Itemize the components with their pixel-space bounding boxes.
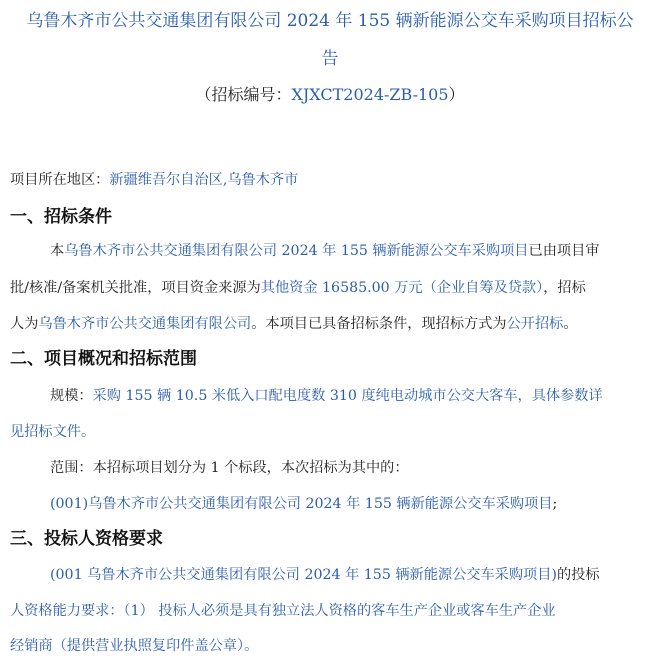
funding-source: 其他资金 16585.00 万元（企业自筹及贷款） bbox=[260, 280, 544, 296]
scale-label: 规模： bbox=[50, 388, 93, 404]
tender-number: XJXCT2024-ZB-105 bbox=[291, 85, 449, 104]
project-name: 乌鲁木齐市公共交通集团有限公司 2024 年 155 辆新能源公交车采购项目 bbox=[64, 243, 529, 259]
lot-name: (001)乌鲁木齐市公共交通集团有限公司 2024 年 155 辆新能源公交车采购项目 bbox=[50, 496, 553, 512]
tender-number-close: ） bbox=[448, 85, 465, 104]
section-1-line-3 bbox=[10, 314, 578, 334]
section-3-line-1 bbox=[50, 565, 600, 585]
tender-number-label: （招标编号： bbox=[195, 85, 292, 104]
tender-method: 公开招标 bbox=[506, 316, 564, 332]
scale-line-2: 见招标文件。 bbox=[10, 424, 96, 440]
text-fragment: 本 bbox=[50, 243, 65, 259]
text-fragment: ，招标 bbox=[543, 280, 586, 296]
text-fragment: 。本项目已具备招标条件，现招标方式为 bbox=[251, 316, 507, 332]
announcement-title-line-1: 乌鲁木齐市公共交通集团有限公司 2024 年 155 辆新能源公交车采购项目招标公 bbox=[26, 11, 634, 31]
section-1-line-2 bbox=[10, 278, 586, 298]
section-3-line-3: 经销商（提供营业执照复印件盖公章）。 bbox=[10, 638, 259, 654]
section-1-heading: 一、招标条件 bbox=[10, 207, 112, 227]
text-fragment: 的投标 bbox=[556, 567, 600, 583]
section-1-line-1 bbox=[50, 241, 599, 261]
section-2-heading: 二、项目概况和招标范围 bbox=[10, 349, 197, 369]
section-3-heading: 三、投标人资格要求 bbox=[10, 529, 163, 549]
scale-value: 采购 155 辆 10.5 米低入口配电度数 310 度纯电动城市公交大客车，具体参数详 bbox=[92, 388, 603, 404]
scale-line-1 bbox=[50, 386, 603, 406]
project-region bbox=[10, 170, 298, 190]
section-3-line-2: 人资格能力要求：（1） 投标人必须是具有独立法人资格的客车生产企业或客车生产企业 bbox=[10, 603, 556, 619]
lot-line bbox=[50, 494, 557, 514]
text-fragment: 。 bbox=[563, 316, 578, 332]
text-fragment: 批/核准/备案机关批准，项目资金来源为 bbox=[10, 280, 261, 296]
text-fragment: ; bbox=[552, 496, 558, 512]
tender-number-line bbox=[0, 84, 660, 106]
scope-line: 范围：本招标项目划分为 1 个标段，本次招标为其中的： bbox=[50, 460, 409, 476]
tenderer-name: 乌鲁木齐市公共交通集团有限公司 bbox=[38, 316, 252, 332]
announcement-title-line-2: 告 bbox=[321, 49, 339, 69]
text-fragment: 已由项目审 bbox=[528, 243, 600, 259]
region-label: 项目所在地区： bbox=[10, 172, 110, 188]
region-value: 新疆维吾尔自治区,乌鲁木齐市 bbox=[109, 172, 299, 188]
text-fragment: 人为 bbox=[10, 316, 39, 332]
lot-reference: (001 乌鲁木齐市公共交通集团有限公司 2024 年 155 辆新能源公交车采购项目) bbox=[50, 567, 557, 583]
